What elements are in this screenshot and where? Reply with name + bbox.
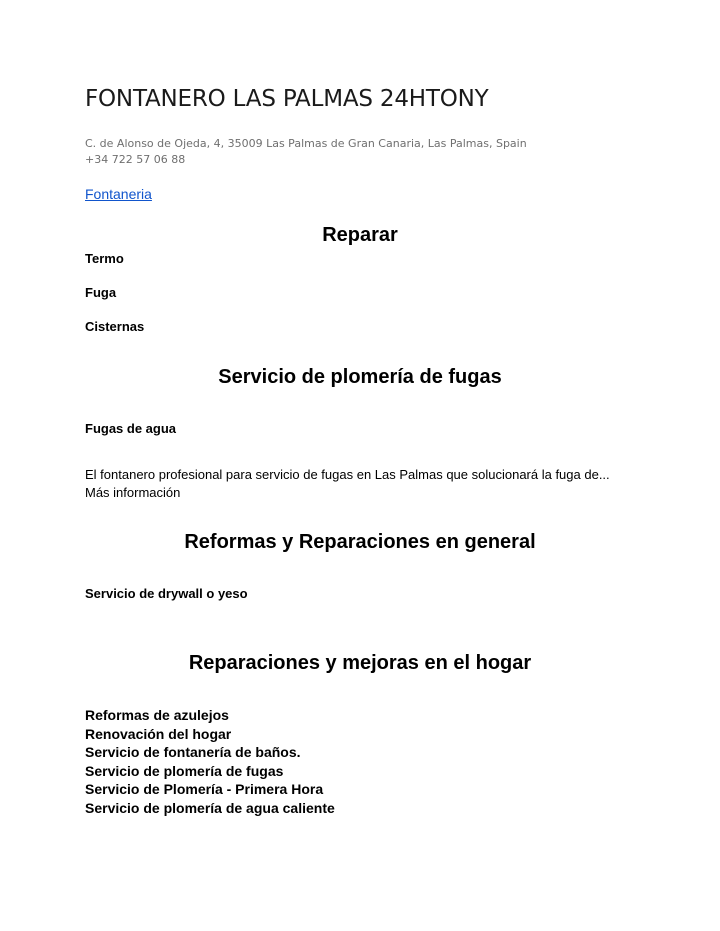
fontaneria-link[interactable]: Fontaneria bbox=[85, 186, 152, 202]
reparar-item-fuga: Fuga bbox=[85, 285, 117, 300]
list-item: Servicio de plomería de agua caliente bbox=[85, 799, 335, 816]
list-item: Servicio de plomería de fugas bbox=[85, 762, 284, 779]
fugas-subheading: Fugas de agua bbox=[85, 421, 177, 436]
hogar-list bbox=[85, 706, 335, 817]
list-item: Servicio de fontanería de baños. bbox=[85, 744, 301, 760]
section-heading-reparar: Reparar bbox=[322, 224, 398, 246]
list-item: Reformas de azulejos bbox=[85, 707, 229, 723]
list-item: Renovación del hogar bbox=[85, 725, 232, 742]
reparar-item-cisternas: Cisternas bbox=[85, 319, 145, 334]
reformas-subheading: Servicio de drywall o yeso bbox=[85, 586, 248, 601]
phone-text: +34 722 57 06 88 bbox=[85, 153, 186, 166]
section-heading-fugas: Servicio de plomería de fugas bbox=[218, 366, 502, 388]
section-heading-hogar: Reparaciones y mejoras en el hogar bbox=[188, 652, 532, 674]
section-heading-reformas: Reformas y Reparaciones en general bbox=[184, 531, 536, 553]
list-item: Servicio de Plomería - Primera Hora bbox=[85, 781, 324, 797]
fugas-paragraph: El fontanero profesional para servicio de fugas en Las Palmas que solucionará la fuga de... Más información bbox=[85, 467, 610, 500]
reparar-item-termo: Termo bbox=[85, 251, 124, 266]
address-text: C. de Alonso de Ojeda, 4, 35009 Las Palmas de Gran Canaria, Las Palmas, Spain bbox=[85, 137, 527, 150]
page-title: FONTANERO LAS PALMAS 24HTONY bbox=[85, 86, 489, 112]
